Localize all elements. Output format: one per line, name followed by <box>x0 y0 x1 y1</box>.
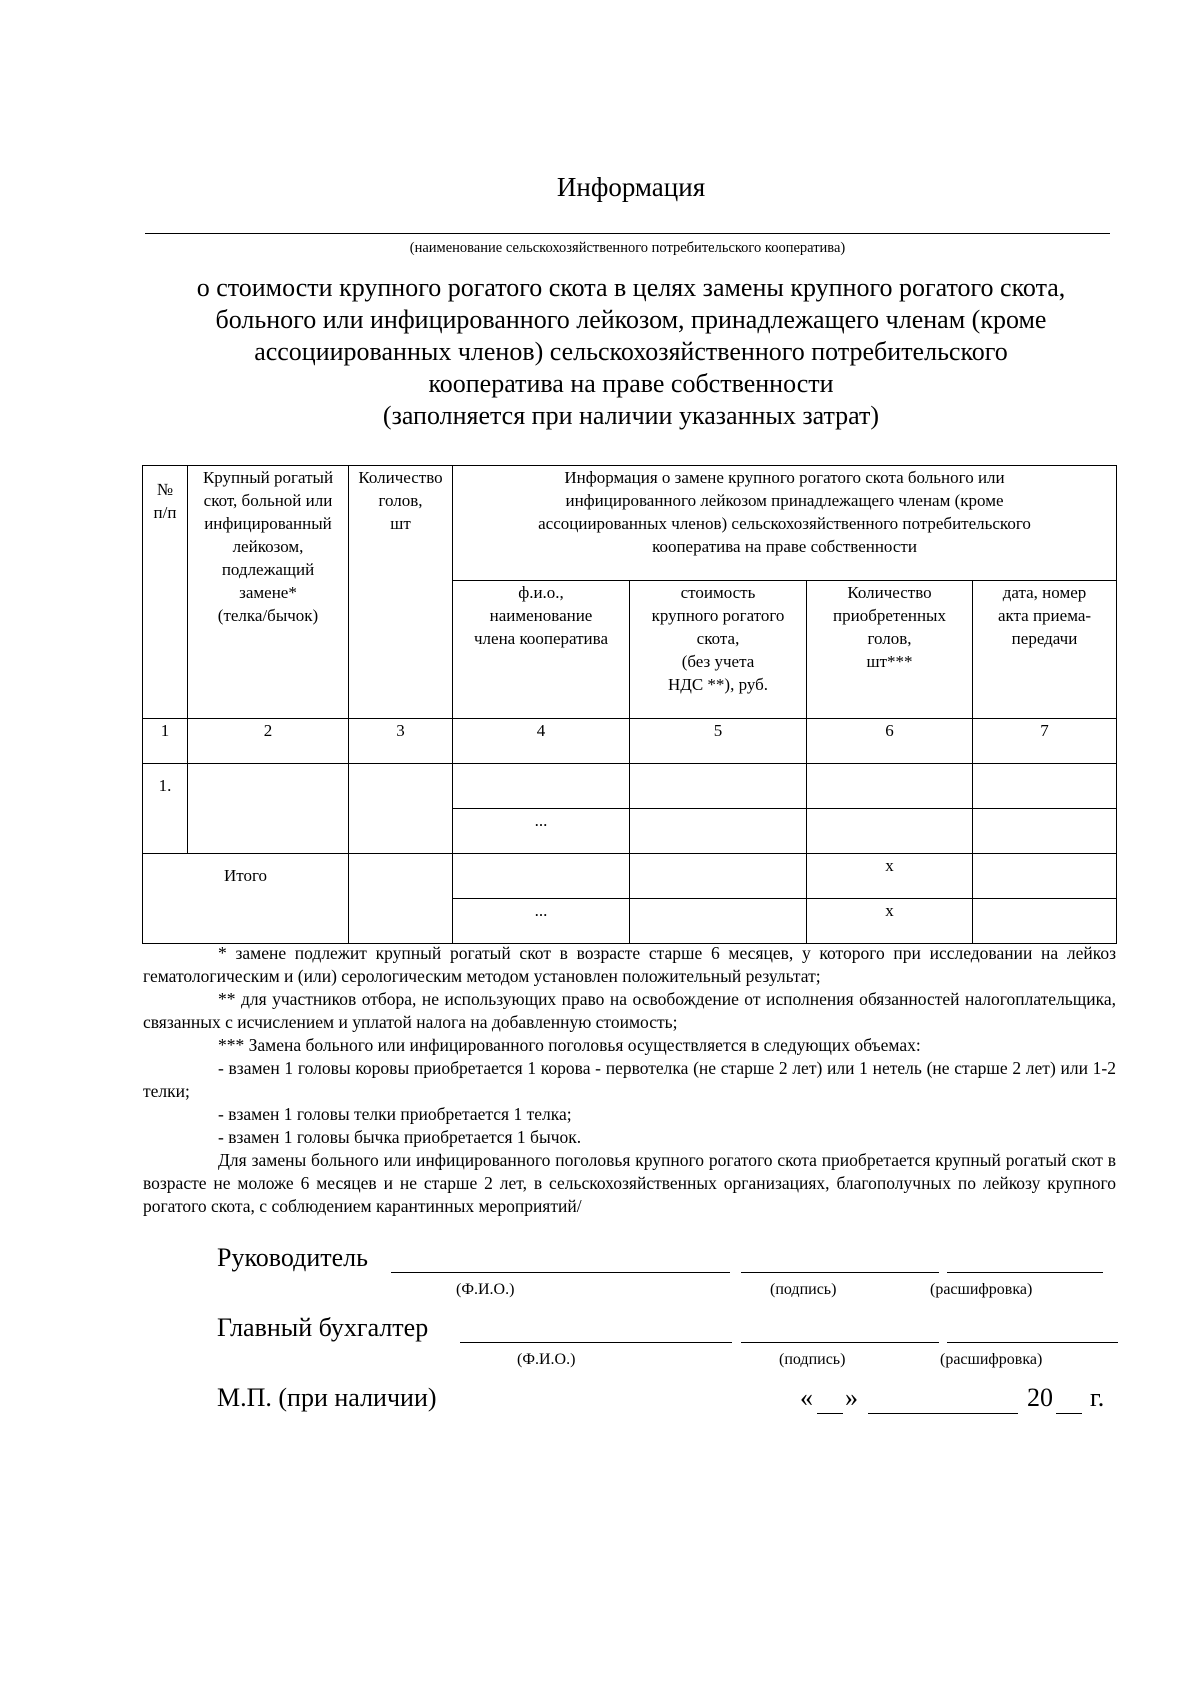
act-date-cell[interactable] <box>973 764 1117 809</box>
column-number: 3 <box>349 719 453 764</box>
subtitle-line: больного или инфицированного лейкозом, принадлежащего членам (кроме <box>215 305 1047 334</box>
header-cell-replacement-info: Информация о замене крупного рогатого скота больного или инфицированного лейкозом принадлежащего членам (кроме ассоциированных членов) сельскохозяйственного потребительского кооператива на праве собственности <box>453 466 1117 581</box>
column-number: 4 <box>453 719 630 764</box>
date-month-line[interactable] <box>868 1413 1018 1414</box>
head-decode-caption: (расшифровка) <box>930 1281 1033 1298</box>
act-date-cell[interactable] <box>973 809 1117 854</box>
total-cost-cell[interactable] <box>630 899 807 944</box>
accountant-label: Главный бухгалтер <box>217 1313 429 1342</box>
cooperative-name-caption: (наименование сельскохозяйственного потребительского кооператива) <box>409 240 846 256</box>
stamp-label: М.П. (при наличии) <box>217 1383 437 1412</box>
quantity-cell[interactable] <box>349 764 453 854</box>
footnote: *** Замена больного или инфицированного поголовья осуществляется в следующих объемах: <box>218 1035 921 1055</box>
footnote: * замене подлежит крупный рогатый скот в возрасте старше 6 месяцев, у которого при исследовании на лейкоз гематологическим и (или) серологическим методом установлен положительный результат; <box>143 943 1116 986</box>
table-row <box>143 764 1117 809</box>
row-number-cell: 1. <box>143 764 188 854</box>
ellipsis-cell[interactable]: ... <box>453 899 630 944</box>
footnote: - взамен 1 головы бычка приобретается 1 бычок. <box>218 1127 582 1147</box>
subtitle-line: ассоциированных членов) сельскохозяйственного потребительского <box>254 337 1008 366</box>
accountant-decode-line[interactable] <box>947 1342 1118 1343</box>
footnote: Для замены больного или инфицированного поголовья крупного рогатого скота приобретается крупный рогатый скот в возрасте не моложе 6 месяцев и не старше 2 лет, в сельскохозяйственных организациях, благополучных по лейкозу крупного рогатого скота, с соблюдением карантинных мероприятий/ <box>143 1150 1116 1216</box>
footnote: - взамен 1 головы телки приобретается 1 телка; <box>218 1104 572 1124</box>
ellipsis-cell[interactable]: ... <box>453 809 630 854</box>
accountant-sign-line[interactable] <box>741 1342 939 1343</box>
accountant-decode-caption: (расшифровка) <box>940 1351 1043 1368</box>
footnotes <box>143 942 1116 1218</box>
total-act-cell[interactable] <box>973 854 1117 899</box>
column-number: 6 <box>807 719 973 764</box>
purchased-count-cell[interactable] <box>807 809 973 854</box>
date-open-quote: « <box>800 1383 813 1412</box>
accountant-fio-line[interactable] <box>460 1342 732 1343</box>
cost-cell[interactable] <box>630 809 807 854</box>
total-cost-cell[interactable] <box>630 854 807 899</box>
subtitle-line: о стоимости крупного рогатого скота в целях замены крупного рогатого скота, <box>196 273 1066 302</box>
head-sign-caption: (подпись) <box>770 1281 837 1298</box>
cattle-replacement-table <box>142 465 1117 944</box>
header-cell-quantity: Количество голов, шт <box>349 466 453 719</box>
column-number: 2 <box>188 719 349 764</box>
total-row <box>143 854 1117 899</box>
year-suffix: г. <box>1090 1383 1105 1412</box>
header-cell-act-date: дата, номер акта приема- передачи <box>973 581 1117 719</box>
head-fio-caption: (Ф.И.О.) <box>456 1281 515 1298</box>
subtitle-line: (заполняется при наличии указанных затрат) <box>382 401 880 430</box>
table-header-row <box>143 466 1117 581</box>
head-label: Руководитель <box>217 1243 368 1272</box>
column-number-row <box>143 719 1117 764</box>
total-act-cell[interactable] <box>973 899 1117 944</box>
total-member-cell[interactable] <box>453 854 630 899</box>
year-prefix: 20 <box>1027 1383 1053 1412</box>
head-sign-line[interactable] <box>741 1272 939 1273</box>
page-title: Информация <box>556 172 706 202</box>
total-count-cell: х <box>807 854 973 899</box>
cost-cell[interactable] <box>630 764 807 809</box>
footnote: - взамен 1 головы коровы приобретается 1 корова - первотелка (не старше 2 лет) или 1 нетель (не старше 2 лет) или 1-2 телки; <box>143 1058 1116 1101</box>
total-label-cell: Итого <box>143 854 349 944</box>
cattle-cell[interactable] <box>188 764 349 854</box>
column-number: 7 <box>973 719 1117 764</box>
total-count-cell: х <box>807 899 973 944</box>
date-day-line[interactable] <box>817 1413 843 1414</box>
header-cell-purchased-count: Количество приобретенных голов, шт*** <box>807 581 973 719</box>
head-decode-line[interactable] <box>947 1272 1103 1273</box>
member-name-cell[interactable] <box>453 764 630 809</box>
document-subtitle <box>120 272 1142 432</box>
subtitle-line: кооператива на праве собственности <box>428 369 834 398</box>
footnote: ** для участников отбора, не использующих право на освобождение от исполнения обязанностей налогоплательщика, связанных с исчислением и уплатой налога на добавленную стоимость; <box>143 989 1116 1032</box>
date-year-line[interactable] <box>1056 1413 1082 1414</box>
date-close-quote: » <box>845 1383 858 1412</box>
cooperative-name-line[interactable] <box>145 233 1110 234</box>
accountant-fio-caption: (Ф.И.О.) <box>517 1351 576 1368</box>
column-number: 5 <box>630 719 807 764</box>
header-cell-cost: стоимость крупного рогатого скота, (без учета НДС **), руб. <box>630 581 807 719</box>
accountant-sign-caption: (подпись) <box>779 1351 846 1368</box>
total-quantity-cell[interactable] <box>349 854 453 944</box>
column-number: 1 <box>143 719 188 764</box>
purchased-count-cell[interactable] <box>807 764 973 809</box>
head-fio-line[interactable] <box>391 1272 730 1273</box>
header-cell-cattle: Крупный рогатый скот, больной или инфицированный лейкозом, подлежащий замене* (телка/бычок) <box>188 466 349 719</box>
header-cell-number: № п/п <box>143 466 188 719</box>
header-cell-member-name: ф.и.о., наименование члена кооператива <box>453 581 630 719</box>
